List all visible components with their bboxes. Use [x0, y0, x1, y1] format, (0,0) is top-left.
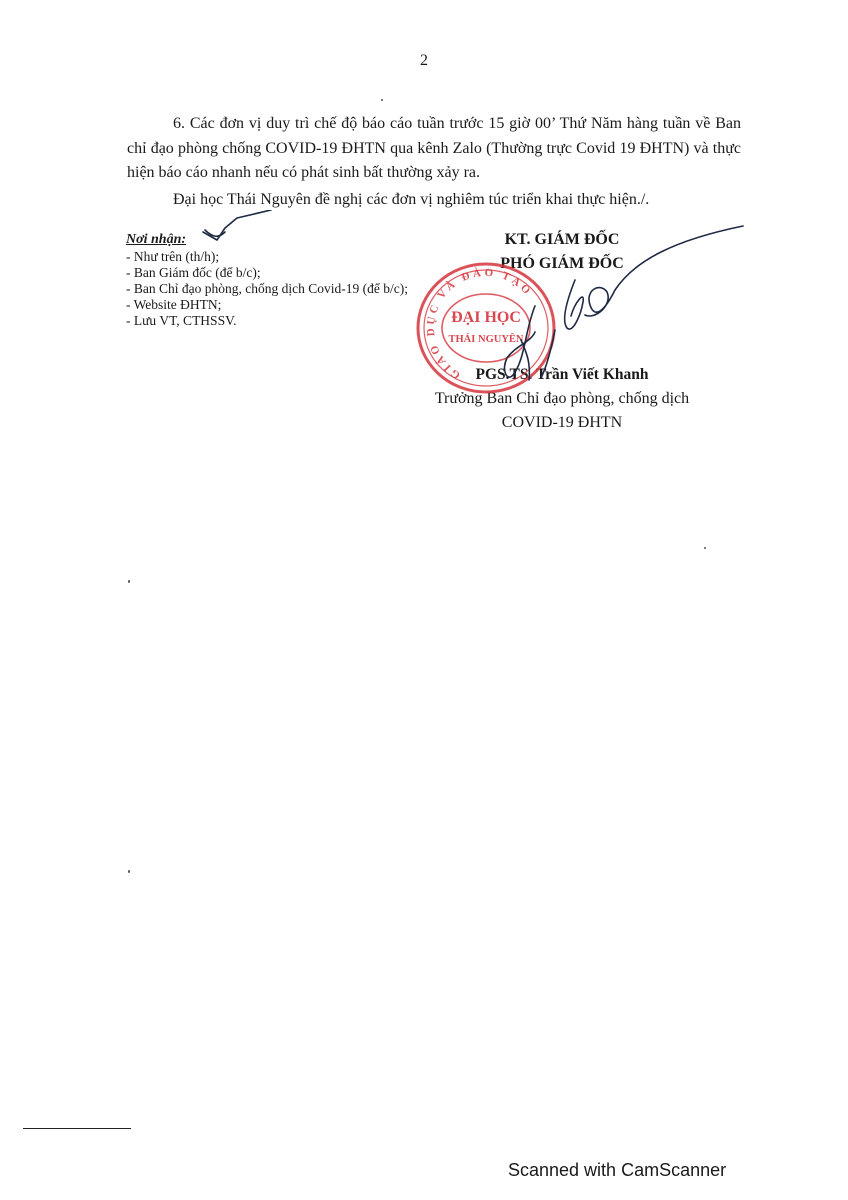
signer-name: PGS.TS. Trần Viết Khanh	[475, 366, 649, 383]
recipient-item: - Website ĐHTN;	[126, 297, 222, 312]
recipient-item: - Ban Giám đốc (để b/c);	[126, 265, 261, 280]
seal-center-line2: THÁI NGUYÊN	[448, 334, 524, 345]
signer-title-continued: COVID-19 ĐHTN	[501, 414, 623, 431]
recipients-heading: Nơi nhận:	[126, 232, 187, 247]
recipients-block	[126, 232, 426, 329]
recipient-item: - Như trên (th/h);	[126, 249, 220, 264]
closing-paragraph: Đại học Thái Nguyên đề nghị các đơn vị nghiêm túc triển khai thực hiện./.	[173, 190, 650, 208]
footer-rule	[23, 1128, 131, 1129]
recipient-item: - Lưu VT, CTHSSV.	[126, 313, 237, 328]
signature-authority: KT. GIÁM ĐỐC	[504, 231, 620, 248]
body-text	[127, 112, 741, 212]
scan-speck	[128, 580, 130, 583]
scan-speck	[128, 870, 130, 873]
signer-title: Trưởng Ban Chỉ đạo phòng, chống dịch	[434, 390, 690, 407]
paragraph-item-6: 6. Các đơn vị duy trì chế độ báo cáo tuần trước 15 giờ 00’ Thứ Năm hàng tuần về Ban chỉ đạo phòng chống COVID-19 ĐHTN qua kênh Zalo (Thường trực Covid 19 ĐHTN) và thực hiện báo cáo nhanh nếu có phát sinh bất thường xảy ra.	[127, 115, 741, 181]
seal-center-line1: ĐẠI HỌC	[451, 309, 521, 326]
recipient-item: - Ban Chỉ đạo phòng, chống dịch Covid-19 (để b/c);	[126, 281, 408, 296]
official-seal-icon	[412, 258, 560, 398]
scanner-watermark: Scanned with CamScanner	[508, 1160, 727, 1180]
seal-ring-text: GIÁO DỤC VÀ ĐÀO TẠO	[424, 266, 535, 382]
signature-position: PHÓ GIÁM ĐỐC	[500, 255, 624, 272]
scan-speck	[704, 547, 706, 549]
page-number: 2	[420, 52, 428, 69]
scan-speck	[381, 99, 383, 101]
